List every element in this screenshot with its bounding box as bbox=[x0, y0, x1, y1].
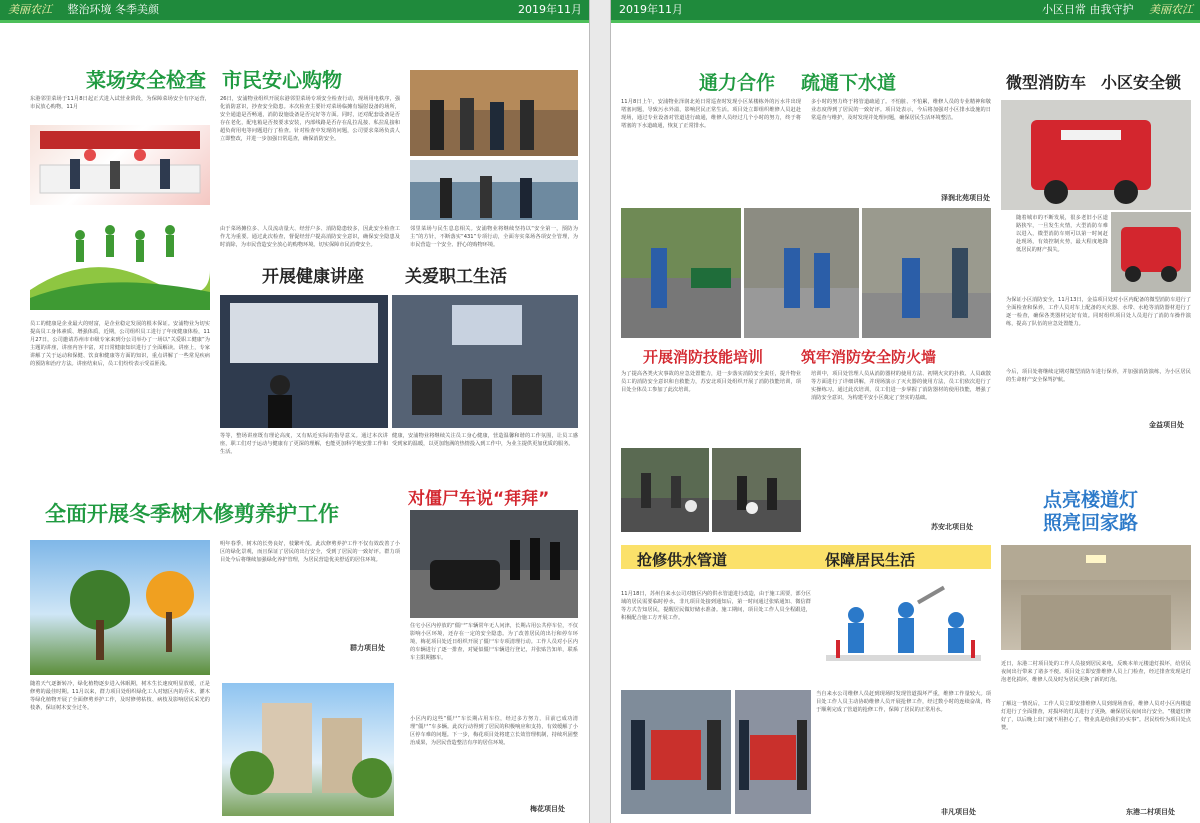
art1-title-b: 市民安心购物 bbox=[222, 68, 342, 92]
fire-training-photo-2 bbox=[712, 448, 801, 532]
art8-col1: 11月18日，苏州自来水公司对辖区内的供水管道进行改造，由于施工需要，部分区域的居民需要临时停水，非凡项目处接到通知后，第一时间通过张贴通知、微信群等方式告知居民，提醒居民做好储水准备。施工期间，项目处工作人员全程跟进，积极配合施工方开展工作。 bbox=[621, 591, 811, 622]
header-right-group bbox=[1042, 0, 1193, 20]
left-header bbox=[0, 0, 590, 20]
header-brand: 美丽农江 bbox=[8, 3, 52, 16]
right-header bbox=[611, 0, 1200, 20]
art7-col1: 为了提高各类火灾事故的应急处置能力，进一步落实消防安全责任，提升物业员工的消防安全意识和自救能力，苏安北项目处组织开展了消防技能培训，项目处全体员工参加了此次培训。 bbox=[621, 371, 801, 394]
header-date: 2019年11月 bbox=[518, 3, 582, 16]
art3-col2: 明年春季，树木的长势良好，枝繁叶茂。此次修剪养护工作不仅有效改善了小区的绿化景观，而且保证了居民的出行安全，受到了居民的一致好评。群力项目处今后将继续加强绿化养护管理，为居民营造优美舒适的居住环境。 bbox=[220, 541, 400, 564]
workers-illustration bbox=[816, 575, 991, 685]
fire-cart-photo-2 bbox=[1111, 212, 1191, 292]
art2-title-a: 开展健康讲座 bbox=[262, 267, 364, 287]
drain-photo-3 bbox=[862, 208, 991, 338]
art6-col3: 今后，项目处将继续定期对微型消防车进行保养，并加强消防演练，为小区居民的生命财产安全保驾护航。 bbox=[1006, 369, 1191, 384]
art9-credit: 东港二村项目处 bbox=[1126, 808, 1175, 816]
tree-photo-2 bbox=[222, 683, 394, 816]
art5-title-a: 通力合作 bbox=[699, 72, 776, 94]
runners-graphic bbox=[30, 210, 210, 310]
art1-col2: 26日，安浦物业组织开展东港邻里菜场专项安全检查行动，现场用电秩序，强化消防意识，抄查安全隐患。本次检查主要针对菜场临摊有辐射设备的场所，安全通道是否畅通，消防设施设备是否完好等方面。同时，还对配套设备是否存在老化，配电箱是否按要求安装，内部线路是否存在乱拉乱接、私拉乱接和超负荷用电等问题进行了检查。针对检查中发现的问题，公司要求菜场负责人立即整改，并进一步加强日常巡查，确保消防安全。 bbox=[220, 96, 400, 143]
art6-col1: 随着城市的不断发展，很多老旧小区道路狭窄，一旦发生火情，大型消防车难以进入，微型消防车则可以第一时间赶赴现场，有效控制火势，最大程度地降低居民的财产损失。 bbox=[1016, 215, 1108, 254]
art2-col1: 员工的健康是企业最大的财富，是企业稳定发展的根本保证。安浦物业为切实提高员工身体素质、增强体质，近期，公司组织员工进行了年度健康体检，11月27日，公司邀请苏州市市级专家来到分公司举办了一场以“关爱职工健康”为主题的讲座，讲座内容丰富，对日常健康知识进行了全面解读。讲座上，专家讲解了关于运动和保健、饮食和健康等方面的知识，重点讲解了一些常见疾病的预防和治疗方法。讲座结束后，员工们纷纷表示受益匪浅。 bbox=[30, 321, 210, 368]
art5-col1: 11月8日上午，安浦物业泽润北苑日常巡查时发现小区某楼栋外的污水井出现堵塞问题，导致污水外溢，影响居民正常生活。项目处立即组织维修人员赶赴现场，通过专业设备对管道进行疏通，维修人员经过几个小时的努力，终于将堵塞的下水道疏通，恢复了正常排水。 bbox=[621, 99, 801, 130]
banner-photo-2 bbox=[735, 690, 811, 814]
art9-title-a: 点亮楼道灯 bbox=[1043, 489, 1139, 511]
art2-title-b: 关爱职工生活 bbox=[405, 267, 507, 287]
tree-photo-1 bbox=[30, 540, 210, 675]
art1-title-a: 菜场安全检查 bbox=[86, 68, 206, 92]
drain-photo-2 bbox=[744, 208, 859, 338]
art4-col1: 住宅小区内停放的“僵尸”车辆常年无人问津，长期占用公共停车位，不仅影响小区环境，还存在一定的安全隐患。为了改善居民的出行和停车环境，梅花项目处近日组织开展了僵尸车专项清理行动。工作人员对小区内的车辆进行了逐一排查，对疑似僵尸车辆进行登记，并张贴告知单，联系车主限期挪车。 bbox=[410, 623, 578, 662]
art7-title-b: 筑牢消防安全防火墙 bbox=[801, 348, 937, 366]
header-date-right: 2019年11月 bbox=[619, 3, 683, 16]
right-page bbox=[610, 0, 1200, 823]
art8-col2: 当自来水公司维修人员赶到现场时发现管道损坏严重，维修工作量较大。项目处工作人员主动协助维修人员开展抢修工作，经过数小时的连续奋战，终于顺利完成了管道的抢修工作，保障了居民的正常用水。 bbox=[816, 691, 991, 714]
art1-col3: 由于菜场摊位多、人员流动量大、经营户多、消防隐患较多，因此安全检查工作尤为重要。通过此次检查，督促经营户提高消防安全意识，确保安全隐患及时消除，为市民营造安全放心的购物环境。切实保障市民消费安全。 bbox=[220, 226, 400, 249]
art6-title-b: 小区安全锁 bbox=[1101, 73, 1182, 92]
banner-photo-1 bbox=[621, 690, 731, 814]
art1-col1: 东港邻里菜场于11月8日起正式进入试营业阶段，为保障菜场安全有序运营，市民放心购物，11月 bbox=[30, 96, 210, 111]
header-strip-right bbox=[611, 20, 1200, 23]
art3-title: 全面开展冬季树木修剪养护工作 bbox=[45, 502, 339, 526]
header-section: 整治环境 冬季美颜 bbox=[67, 3, 159, 16]
header-section-right: 小区日常 由我守护 bbox=[1042, 3, 1134, 16]
header-brand-right: 美丽农江 bbox=[1149, 3, 1193, 16]
drain-photo-1 bbox=[621, 208, 741, 338]
art1-col3b: 邻里菜场与民生息息相关。安浦物业将继续坚持以“安全第一，预防为主”的方针，不断落实“431”专项行动，全面夯实菜场各项安全管理，为市民营造一个安全、舒心的购物环境。 bbox=[410, 226, 578, 249]
art4-col2: 小区内的这些“僵尸”车长期占用车位，经过多方努力，目前已成功清理“僵尸”车多辆。此次行动得到了居民的积极响应和支持，有效缓解了小区停车难的问题。下一步，梅花项目处将建立长效管理机制，持续巩固整治成果，为居民营造整洁有序的居住环境。 bbox=[410, 716, 578, 747]
art3-col1: 随着天气逐渐转冷，绿化植物逐步进入休眠期，树木生长速度明显放缓，正是修剪的最佳时期。11月以来，群力项目处组织绿化工人对辖区内的乔木、灌木等绿化植物开展了全面修剪养护工作，及时修剪枯枝、病枝及影响居民采光的枝条，保证树木安全过冬。 bbox=[30, 681, 210, 712]
art5-credit: 泽润北苑项目处 bbox=[941, 194, 990, 202]
page-gutter bbox=[590, 0, 610, 823]
art2-col3: 健康，安浦物业将继续关注员工身心健康，营造温馨和谐的工作氛围，让员工感受到家的温暖，以更加饱满的热情投入到工作中，为业主提供更加优质的服务。 bbox=[392, 433, 578, 448]
inspection-photo-2 bbox=[410, 160, 578, 220]
art9-col1: 近日，东港二村项目处的工作人员接到居民来电，反映本单元楼道灯损坏，给居民夜间出行带来了诸多不便。项目处立即安排维修人员上门检查，经过排查发现是灯泡老化损坏，维修人员及时为居民更换了新的灯泡。 bbox=[1001, 661, 1191, 684]
zombie-car-photo bbox=[410, 510, 578, 618]
art7-col2: 培训中，项目处管理人员从消防器材的使用方法、初期火灾的扑救、人员疏散等方面进行了详细讲解，并现场演示了灭火器的使用方法，员工们依次进行了实操练习。通过此次培训，员工们进一步掌握了消防器材的使用技能，增强了消防安全意识，为构建平安小区奠定了坚实的基础。 bbox=[811, 371, 991, 402]
art6-title-a: 微型消防车 bbox=[1006, 73, 1087, 92]
art6-credit: 金益项目处 bbox=[1149, 421, 1184, 429]
inspection-photo-1 bbox=[410, 70, 578, 156]
fire-cart-photo-1 bbox=[1001, 100, 1191, 210]
art5-col2: 多小时的努力终于将管道疏通了。不怕脏、不怕累，维修人员的专业精神和敬业态度得到了居民的一致好评。项目处表示，今后将加强对小区排水设施的日常巡查与维护，及时发现并处理问题，确保居民生活环境整洁。 bbox=[811, 99, 991, 122]
art6-col2: 为保证小区消防安全，11月13日，金益项目处对小区内配备的微型消防车进行了全面检查和保养，工作人员对车上配备的灭火器、水带、水枪等消防器材进行了逐一检查，确保各类器材完好有效。同时组织项目处人员进行了消防车操作演练，提高了队伍的应急处置能力。 bbox=[1006, 297, 1191, 328]
market-photo bbox=[30, 125, 210, 205]
art8-title-a: 抢修供水管道 bbox=[637, 551, 728, 569]
stairway-lamp-photo bbox=[1001, 545, 1191, 650]
art4-credit: 梅花项目处 bbox=[530, 805, 565, 813]
art2-col2: 等等，整场讲座既有理论高度，又有贴近实际的指导意义。通过本次讲座，职工们对于运动与健康有了更深的理解，也能更加科学地安排工作和生活。 bbox=[220, 433, 388, 456]
art7-title-a: 开展消防技能培训 bbox=[643, 348, 764, 366]
art8-credit: 非凡项目处 bbox=[941, 808, 976, 816]
lecture-photo-1 bbox=[220, 295, 388, 428]
art8-title-b: 保障居民生活 bbox=[825, 551, 916, 569]
art9-title-b: 照亮回家路 bbox=[1043, 512, 1139, 534]
art9-col2: 了解这一情况后，工作人员立即安排维修人员到现场查看，维修人员对小区内楼道灯进行了全面排查，对损坏的灯具进行了更换，确保居民夜间出行安全。“楼道灯修好了，以后晚上出门就不用担心了，物业真是给我们办实事”。居民纷纷为项目处点赞。 bbox=[1001, 701, 1191, 732]
lecture-photo-2 bbox=[392, 295, 578, 428]
art4-title: 对僵尸车说“拜拜” bbox=[408, 489, 550, 509]
art3-credit: 群力项目处 bbox=[350, 644, 385, 652]
art7-credit: 苏安北项目处 bbox=[931, 523, 973, 531]
header-strip bbox=[0, 20, 590, 23]
fire-training-photo-1 bbox=[621, 448, 709, 532]
art5-title-b: 疏通下水道 bbox=[801, 72, 897, 94]
left-page bbox=[0, 0, 590, 823]
